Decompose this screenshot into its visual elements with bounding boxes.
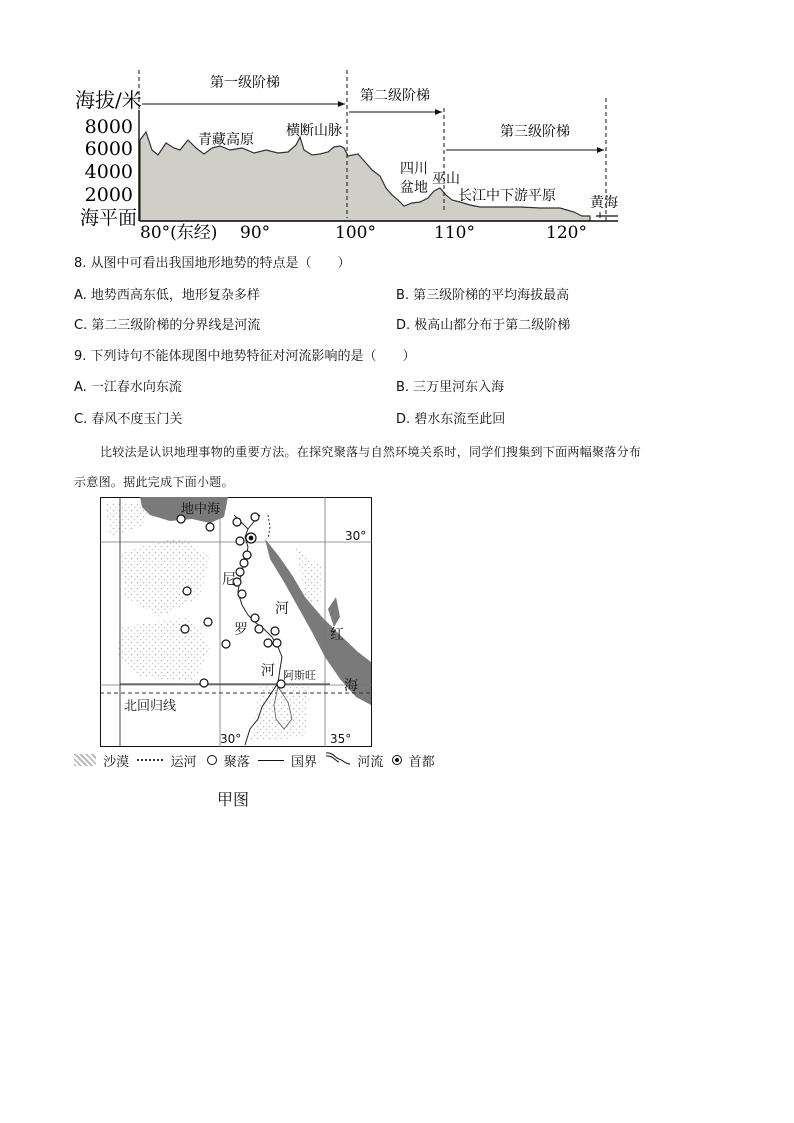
settlement-point	[264, 639, 272, 647]
label-ni: 尼	[222, 572, 236, 588]
question-8-option-c[interactable]: C. 第二三级阶梯的分界线是河流	[74, 318, 261, 333]
label-lon-30: 30°	[220, 732, 242, 746]
settlement-point	[251, 614, 259, 622]
label-hong: 红	[330, 627, 344, 643]
capital-marker-inner	[249, 536, 254, 541]
step3-arrowhead	[597, 147, 604, 153]
y-axis-title: 海拔/米	[75, 88, 142, 112]
settlement-point	[271, 627, 279, 635]
x-tick-100: 100°	[335, 223, 376, 243]
label-hengduan: 横断山脉	[286, 123, 342, 139]
label-qingzang: 青藏高原	[198, 132, 254, 148]
label-mediterranean: 地中海	[181, 502, 221, 517]
x-tick-120: 120°	[546, 223, 587, 243]
label-luo: 罗	[234, 622, 248, 638]
legend-desert-label: 沙漠	[103, 754, 130, 770]
settlement-point	[206, 523, 214, 531]
desert-legend-swatch	[74, 754, 96, 766]
settlement-point	[222, 640, 230, 648]
label-lon-35: 35°	[330, 732, 352, 746]
capital-legend-icon	[392, 755, 402, 765]
settlement-point	[236, 568, 244, 576]
label-tropic: 北回归线	[124, 699, 177, 714]
label-he-1: 河	[275, 601, 289, 617]
y-tick-8000: 8000	[84, 116, 133, 138]
step-label-1: 第一级阶梯	[210, 75, 280, 91]
question-9-option-c[interactable]: C. 春风不度玉门关	[74, 412, 183, 427]
settlement-point	[181, 625, 189, 633]
step1-arrowhead	[338, 101, 345, 107]
y-tick-4000: 4000	[84, 161, 133, 183]
question-9-option-a[interactable]: A. 一江春水向东流	[74, 380, 182, 395]
figure-caption: 甲图	[217, 790, 250, 809]
step-label-3: 第三级阶梯	[500, 124, 570, 140]
settlement-point	[240, 559, 248, 567]
legend-canal-label: 运河	[170, 754, 197, 770]
label-lat-30: 30°	[345, 529, 367, 543]
label-hai: 海	[344, 678, 358, 694]
settlement-point	[200, 679, 208, 687]
settlement-point	[204, 618, 212, 626]
intro-line-2: 示意图。据此完成下面小题。	[74, 475, 234, 489]
x-tick-90: 90°	[240, 223, 271, 243]
settlement-point	[255, 625, 263, 633]
label-changjiang: 长江中下游平原	[458, 188, 556, 204]
terrain-profile-figure	[0, 0, 794, 250]
settlement-point	[243, 551, 251, 559]
river-legend-icon	[325, 750, 351, 770]
label-wushan: 巫山	[432, 171, 460, 187]
question-9-option-d[interactable]: D. 碧水东流至此回	[396, 412, 506, 427]
settlement-point	[233, 518, 241, 526]
settlement-point	[183, 587, 191, 595]
question-9-option-b[interactable]: B. 三万里河东入海	[396, 380, 505, 395]
legend-river-label: 河流	[357, 754, 384, 770]
label-sichuan-1: 四川	[400, 161, 428, 177]
legend-border-label: 国界	[291, 754, 318, 770]
settlement-point	[273, 639, 281, 647]
question-8-option-a[interactable]: A. 地势西高东低，地形复杂多样	[74, 288, 260, 303]
label-he-2: 河	[261, 663, 275, 679]
x-tick-80: 80°(东经)	[140, 223, 218, 243]
question-8-stem: 8. 从图中可看出我国地形地势的特点是（ ）	[74, 256, 351, 271]
settlement-point	[236, 537, 244, 545]
legend-settlement-label: 聚落	[223, 754, 250, 770]
y-tick-sea-level: 海平面	[79, 207, 137, 229]
step2-arrowhead	[435, 109, 442, 115]
question-9-stem: 9. 下列诗句不能体现图中地势特征对河流影响的是（ ）	[74, 349, 416, 364]
label-huanghai: 黄海	[590, 195, 618, 211]
settlement-legend-icon	[207, 755, 217, 765]
settlement-point	[251, 513, 259, 521]
step-label-2: 第二级阶梯	[360, 88, 430, 104]
question-8-option-d[interactable]: D. 极高山都分布于第二级阶梯	[396, 318, 571, 333]
settlement-map	[100, 497, 372, 747]
label-sichuan-2: 盆地	[400, 180, 428, 196]
map-legend	[74, 750, 435, 770]
x-tick-110: 110°	[434, 223, 475, 243]
canal-legend-swatch	[137, 759, 163, 761]
settlement-point	[238, 590, 246, 598]
label-aswan: 阿斯旺	[283, 669, 316, 682]
legend-capital-label: 首都	[408, 754, 435, 770]
y-tick-2000: 2000	[84, 184, 133, 206]
y-tick-6000: 6000	[84, 138, 133, 160]
question-8-option-b[interactable]: B. 第三级阶梯的平均海拔最高	[396, 288, 570, 303]
intro-line-1: 比较法是认识地理事物的重要方法。在探究聚落与自然环境关系时，同学们搜集到下面两幅聚落分布	[100, 445, 642, 459]
border-legend-swatch	[258, 760, 284, 761]
